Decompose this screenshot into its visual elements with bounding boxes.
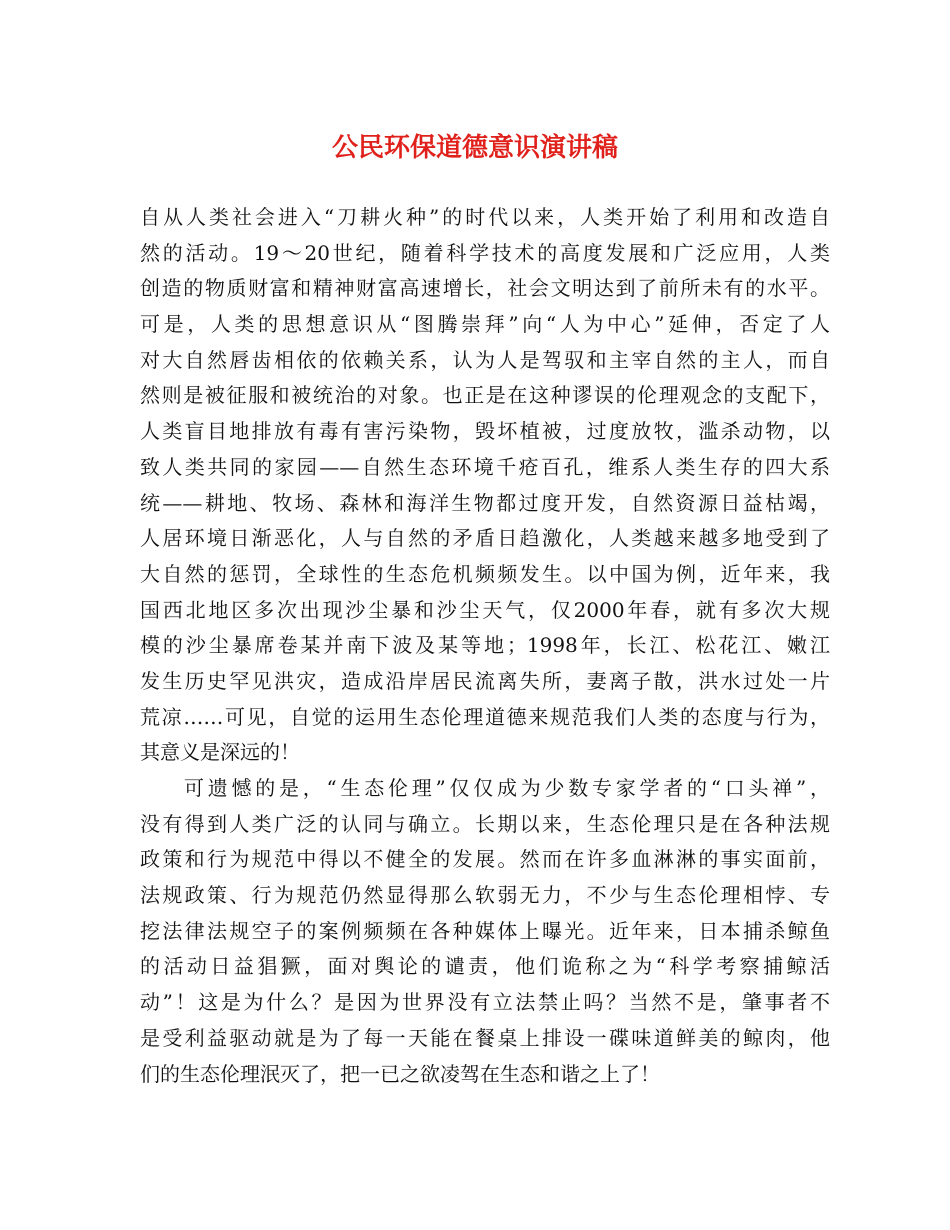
text-line: 们的生态伦理泯灭了，把一已之欲凌驾在生态和谐之上了！: [140, 1061, 660, 1086]
text-line: 大自然的惩罚，全球性的生态危机频频发生。以中国为例，近年来，我: [140, 561, 830, 586]
text-line: 人类盲目地排放有毒有害污染物，毁坏植被，过度放牧，滥杀动物，以: [140, 419, 830, 444]
text-line: 模的沙尘暴席卷某并南下波及某等地；1998年，长江、松花江、嫩江: [140, 633, 830, 658]
text-line: 可是，人类的思想意识从“图腾崇拜”向“人为中心”延伸，否定了人: [140, 312, 830, 337]
paragraph-1: [140, 200, 830, 771]
text-line: 自从人类社会进入“刀耕火种”的时代以来，人类开始了利用和改造自: [140, 205, 830, 229]
text-line: 动”！这是为什么？是因为世界没有立法禁止吗？当然不是，肇事者不: [140, 990, 830, 1015]
text-line: 挖法律法规空子的案例频频在各种媒体上曝光。近年来，日本捕杀鲸鱼: [140, 918, 830, 943]
document-body: [140, 200, 830, 1092]
text-line: 致人类共同的家园——自然生态环境千疮百孔，维系人类生存的四大系: [140, 454, 830, 479]
text-line: 然的活动。19～20世纪，随着科学技术的高度发展和广泛应用，人类: [140, 240, 830, 265]
text-line: 荒凉……可见，自觉的运用生态伦理道德来规范我们人类的态度与行为，: [140, 704, 830, 729]
text-line: 法规政策、行为规范仍然显得那么软弱无力，不少与生态伦理相悖、专: [140, 883, 830, 908]
text-line: 创造的物质财富和精神财富高速增长，社会文明达到了前所未有的水平。: [140, 276, 830, 301]
text-line: 人居环境日渐恶化，人与自然的矛盾日趋激化，人类越来越多地受到了: [140, 526, 830, 551]
text-line: 没有得到人类广泛的认同与确立。长期以来，生态伦理只是在各种法规: [140, 811, 830, 836]
text-line: 对大自然唇齿相依的依赖关系，认为人是驾驭和主宰自然的主人，而自: [140, 347, 830, 372]
text-line: 的活动日益猖獗，面对舆论的谴责，他们诡称之为“科学考察捕鲸活: [140, 954, 830, 979]
text-line: 国西北地区多次出现沙尘暴和沙尘天气，仅2000年春，就有多次大规: [140, 597, 830, 622]
document-title: 公民环保道德意识演讲稿: [331, 133, 618, 163]
text-line: 是受利益驱动就是为了每一天能在餐桌上排设一碟味道鲜美的鲸肉，他: [140, 1025, 830, 1050]
text-line: 然则是被征服和被统治的对象。也正是在这种谬误的伦理观念的支配下，: [140, 383, 830, 408]
text-line: 政策和行为规范中得以不健全的发展。然而在许多血淋淋的事实面前，: [140, 847, 830, 872]
paragraph-2: [140, 771, 830, 1092]
text-line: 其意义是深远的！: [140, 740, 300, 765]
text-line: 可遗憾的是，“生态伦理”仅仅成为少数专家学者的“口头禅”，: [184, 776, 830, 800]
text-line: 发生历史罕见洪灾，造成沿岸居民流离失所，妻离子散，洪水过处一片: [140, 668, 830, 693]
text-line: 统——耕地、牧场、森林和海洋生物都过度开发，自然资源日益枯竭，: [140, 490, 830, 515]
